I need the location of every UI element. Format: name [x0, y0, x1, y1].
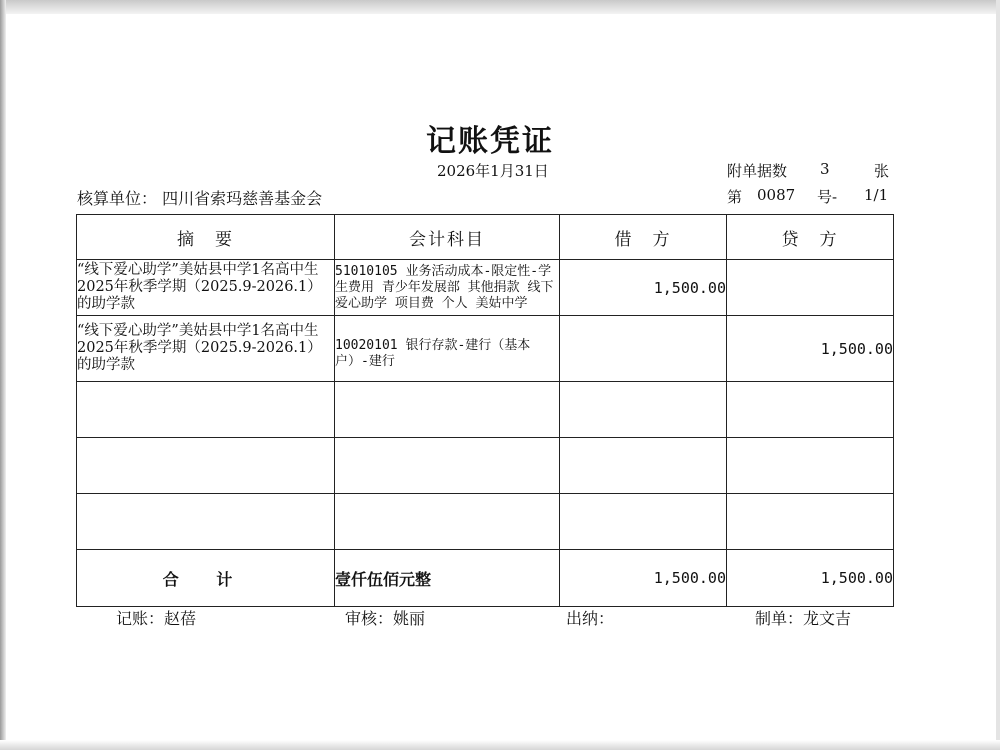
total-amount-in-words: 壹仟伍佰元整 [335, 550, 560, 607]
row-debit [560, 316, 727, 382]
header-account: 会计科目 [335, 215, 560, 260]
total-label: 合 计 [77, 550, 335, 607]
row-debit [560, 438, 727, 494]
row-debit: 1,500.00 [560, 260, 727, 316]
header-credit: 贷 方 [727, 215, 894, 260]
row-credit: 1,500.00 [727, 316, 894, 382]
row-summary [77, 438, 335, 494]
voucher-title: 记账凭证 [426, 124, 554, 159]
scan-shadow-left [0, 0, 6, 750]
voucher-date: 2026年1月31日 [437, 162, 549, 180]
attachments-unit: 张 [874, 162, 890, 180]
row-summary [77, 382, 335, 438]
signature-reviewer: 审核：姚丽 [345, 609, 426, 628]
voucher-suffix: 号- [817, 188, 838, 206]
total-row [77, 550, 894, 607]
row-credit [727, 494, 894, 550]
row-summary: “线下爱心助学”美姑县中学1名高中生2025年秋季学期（2025.9-2026.1）的助学款 [77, 260, 335, 316]
row-account [335, 438, 560, 494]
voucher-number: 0087 [757, 186, 796, 204]
voucher-prefix: 第 [727, 188, 743, 206]
table-row [77, 438, 894, 494]
row-summary [77, 494, 335, 550]
table-row [77, 494, 894, 550]
row-summary: “线下爱心助学”美姑县中学1名高中生2025年秋季学期（2025.9-2026.1）的助学款 [77, 316, 335, 382]
attachments-count: 3 [820, 160, 830, 178]
scan-shadow-top [0, 0, 1000, 14]
attachments-info [727, 160, 890, 181]
scan-shadow-right [996, 0, 1000, 750]
row-credit [727, 382, 894, 438]
voucher-table [76, 214, 894, 607]
signature-bookkeeper: 记账：赵蓓 [116, 609, 197, 628]
row-debit [560, 382, 727, 438]
signature-preparer: 制单：龙文吉 [755, 609, 852, 628]
table-row [77, 260, 894, 316]
signature-cashier: 出纳： [566, 609, 615, 628]
row-account [335, 382, 560, 438]
header-summary: 摘 要 [77, 215, 335, 260]
total-debit: 1,500.00 [560, 550, 727, 607]
scan-shadow-bottom [0, 740, 1000, 750]
table-header-row [77, 215, 894, 260]
row-credit [727, 260, 894, 316]
table-row [77, 316, 894, 382]
accounting-unit: 核算单位： 四川省索玛慈善基金会 [77, 189, 323, 208]
table-row [77, 382, 894, 438]
voucher-page: 1/1 [864, 186, 889, 204]
total-credit: 1,500.00 [727, 550, 894, 607]
row-account [335, 494, 560, 550]
header-debit: 借 方 [560, 215, 727, 260]
row-account: 51010105 业务活动成本-限定性-学生费用 青少年发展部 其他捐款 线下爱心助学 项目费 个人 美姑中学 [335, 260, 560, 316]
row-account: 10020101 银行存款-建行（基本户）-建行 [335, 316, 560, 382]
attachments-label: 附单据数 [727, 162, 788, 180]
row-credit [727, 438, 894, 494]
row-debit [560, 494, 727, 550]
